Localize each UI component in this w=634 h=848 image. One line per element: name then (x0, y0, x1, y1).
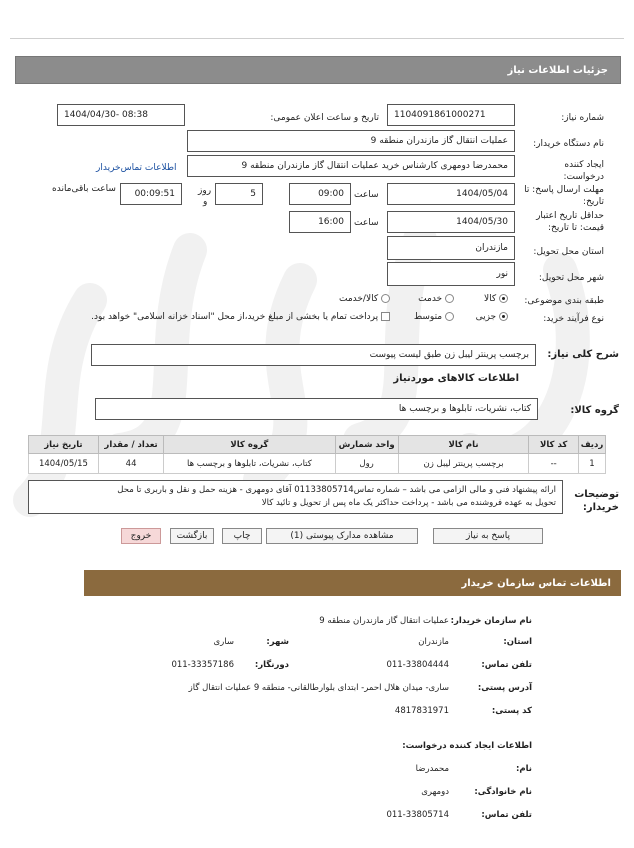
process-label: نوع فرآیند خرید: (543, 314, 604, 324)
category-option-label: خدمت (418, 294, 443, 304)
top-divider (10, 38, 624, 39)
price-validity-label: حداقل تاریخ اعتبار قیمت: تا تاریخ: (536, 211, 604, 233)
contact-org-value: عملیات انتقال گاز مازندران منطقه 9 (319, 616, 449, 626)
contact-city-value: ساری (213, 637, 234, 647)
table-row[interactable] (29, 454, 606, 474)
contact-city-label: شهر: (266, 637, 289, 647)
radio-icon[interactable] (499, 312, 508, 321)
table-header: کد کالا (529, 436, 579, 454)
radio-icon[interactable] (445, 294, 454, 303)
province-label: استان محل تحویل: (533, 247, 604, 257)
table-cell: -- (529, 454, 579, 474)
buyer-notes-label: توضیحات خریدار: (574, 489, 619, 513)
announce-label: تاریخ و ساعت اعلان عمومی: (270, 113, 379, 123)
creator-name-value: محمدرضا (415, 764, 449, 774)
reply-deadline-label: مهلت ارسال پاسخ: تا تاریخ: (524, 185, 604, 207)
creator-label: ایجاد کننده درخواست: (563, 160, 604, 182)
reply-time-field: 09:00 (289, 183, 351, 205)
announce-field: 1404/04/30- 08:38 (57, 104, 185, 126)
category-option-label: کالا/خدمت (338, 294, 379, 304)
table-header: نام کالا (398, 436, 529, 454)
table-header: گروه کالا (164, 436, 335, 454)
category-label: طبقه بندی موضوعی: (524, 296, 604, 306)
table-cell: کتاب، نشریات، تابلوها و برچسب ها (164, 454, 335, 474)
checkbox-icon[interactable] (381, 312, 390, 321)
reply-time-label: ساعت (354, 190, 379, 200)
creator-phone-value: 011-33805714 (386, 810, 449, 820)
contact-fax-label: دورنگار: (254, 660, 289, 670)
reply-date-field: 1404/05/04 (387, 183, 515, 205)
contact-province-label: استان: (503, 637, 532, 647)
remaining-time-field: 00:09:51 (120, 183, 182, 205)
buyer-org-field: عملیات انتقال گاز مازندران منطقه 9 (187, 130, 515, 152)
summary-field: برچسب پرینتر لیبل زن طبق لیست پیوست (91, 344, 536, 366)
province-field: مازندران (387, 236, 515, 260)
goods-group-label: گروه کالا: (570, 405, 619, 416)
page-title: جزئیات اطلاعات نیاز (15, 56, 621, 84)
process-option-minor[interactable] (476, 312, 508, 322)
buyer-org-label: نام دستگاه خریدار: (533, 139, 604, 149)
creator-phone-label: تلفن تماس: (481, 810, 532, 820)
creator-field: محمدرضا دومهری کارشناس خرید عملیات انتقال گاز مازندران منطقه 9 (187, 155, 515, 177)
table-cell: رول (335, 454, 398, 474)
creator-name-label: نام: (515, 764, 532, 774)
remaining-label: ساعت باقی‌مانده (52, 184, 116, 194)
category-option-service[interactable] (418, 294, 454, 304)
radio-icon[interactable] (445, 312, 454, 321)
and-label: و (203, 197, 208, 207)
goods-info-title: اطلاعات کالاهای موردنیاز (393, 373, 519, 384)
reply-button[interactable]: پاسخ به نیاز (433, 528, 543, 544)
city-field: نور (387, 262, 515, 286)
city-label: شهر محل تحویل: (538, 273, 604, 283)
contact-fax-value: 011-33357186 (171, 660, 234, 670)
table-cell: برچسب پرینتر لیبل زن (398, 454, 529, 474)
category-option-goods[interactable] (484, 294, 508, 304)
table-header: تاریخ نیاز (29, 436, 99, 454)
process-option-medium[interactable] (414, 312, 454, 322)
goods-table (28, 435, 606, 474)
attachments-button[interactable]: مشاهده مدارک پیوستی (1) (266, 528, 418, 544)
table-cell: 44 (98, 454, 163, 474)
contact-org-label: نام سازمان خریدار: (450, 616, 532, 626)
process-option-label: متوسط (413, 312, 443, 322)
contact-section-title: اطلاعات تماس سازمان خریدار (84, 570, 621, 596)
exit-button[interactable]: خروج (121, 528, 161, 544)
buyer-notes-box (28, 480, 563, 514)
reply-days-field: 5 (215, 183, 263, 205)
contact-phone-label: تلفن تماس: (481, 660, 532, 670)
contact-postal-value: 4817831971 (394, 706, 449, 716)
buyer-contact-link[interactable]: اطلاعات تماس‌خریدار (96, 163, 177, 173)
contact-address-label: آدرس پستی: (477, 683, 532, 693)
table-header: ردیف (578, 436, 605, 454)
need-number-label: شماره نیاز: (561, 113, 604, 123)
creator-family-value: دومهری (421, 787, 449, 797)
contact-postal-label: کد پستی: (491, 706, 532, 716)
price-time-label: ساعت (354, 218, 379, 228)
contact-province-value: مازندران (418, 637, 449, 647)
price-time-field: 16:00 (289, 211, 351, 233)
buyer-notes-line: تحویل به عهده فروشنده می باشد - پرداخت حداکثر یک ماه پس از تحویل و تائید کالا (261, 498, 556, 508)
table-cell: 1404/05/15 (29, 454, 99, 474)
table-cell: 1 (578, 454, 605, 474)
table-header: واحد شمارش (335, 436, 398, 454)
radio-icon[interactable] (499, 294, 508, 303)
treasury-note: پرداخت تمام یا بخشی از مبلغ خرید،از محل "اسناد خزانه اسلامی" خواهد بود. (91, 312, 379, 322)
contact-phone-value: 011-33804444 (386, 660, 449, 670)
price-date-field: 1404/05/30 (387, 211, 515, 233)
creator-info-title: اطلاعات ایجاد کننده درخواست: (402, 741, 532, 751)
days-label: روز (198, 186, 212, 196)
back-button[interactable]: بازگشت (170, 528, 214, 544)
summary-label: شرح کلی نیاز: (547, 349, 619, 360)
buyer-notes-line: ارائه پیشنهاد فنی و مالی الزامی می باشد – شماره تماس01133805714 آقای دومهری - هزینه حمل و نقل و باربری تا محل (117, 485, 556, 495)
treasury-payment-option[interactable] (91, 312, 390, 322)
radio-icon[interactable] (381, 294, 390, 303)
contact-address-value: ساری- میدان هلال احمر- ابتدای بلوارطالقانی- منطقه 9 عملیات انتقال گاز (188, 683, 449, 693)
table-header-row (29, 436, 606, 454)
print-button[interactable]: چاپ (222, 528, 262, 544)
need-number-field: 1104091861000271 (387, 104, 515, 126)
category-option-both[interactable] (339, 294, 390, 304)
goods-group-field: کتاب، نشریات، تابلوها و برچسب ها (95, 398, 538, 420)
table-header: تعداد / مقدار (98, 436, 163, 454)
process-option-label: جزیی (475, 312, 497, 322)
creator-family-label: نام خانوادگی: (474, 787, 532, 797)
category-option-label: کالا (483, 294, 497, 304)
